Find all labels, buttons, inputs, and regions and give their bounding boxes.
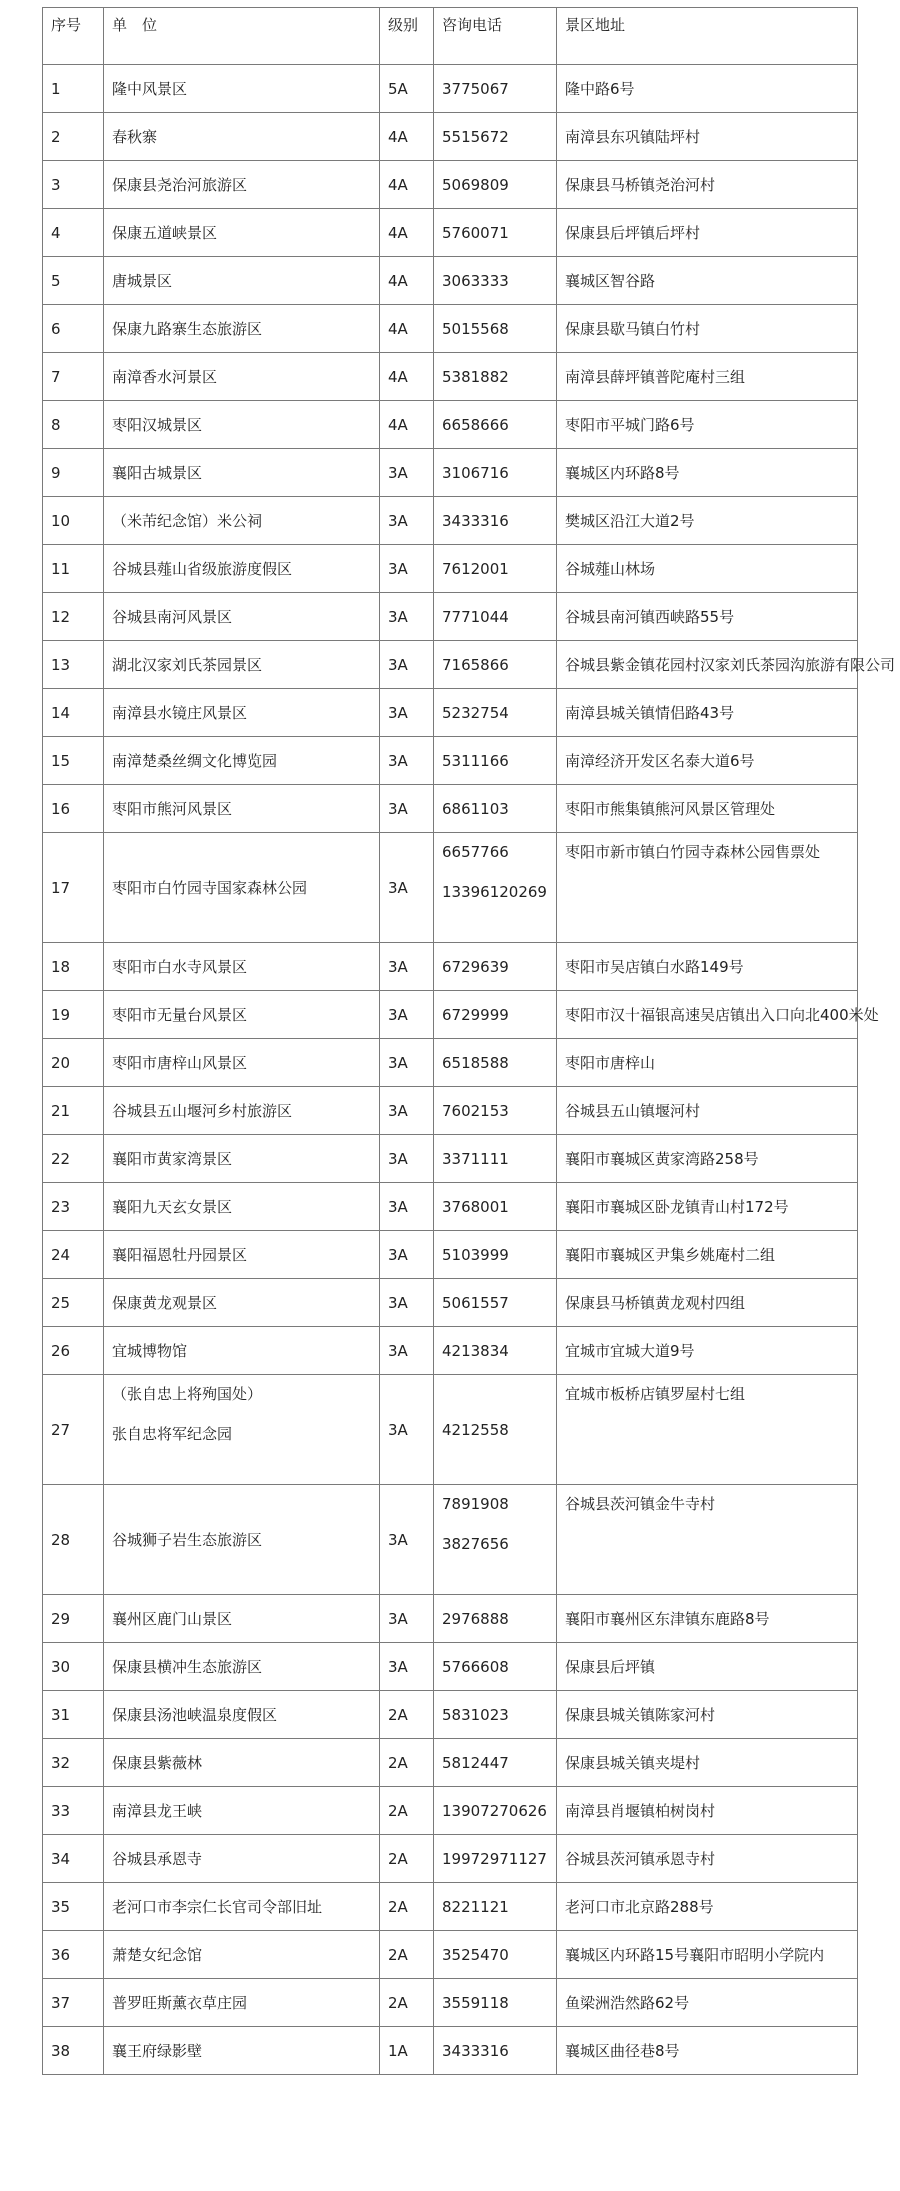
cell-level: 4A [380,209,434,257]
cell-name: 枣阳汉城景区 [104,401,380,449]
cell-phone: 5069809 [434,161,557,209]
header-level: 级别 [380,8,434,65]
table-row [43,161,858,209]
cell-address: 保康县马桥镇尧治河村 [557,161,858,209]
cell-phone: 3433316 [434,497,557,545]
cell-no: 21 [43,1087,104,1135]
cell-address: 谷城县五山镇堰河村 [557,1087,858,1135]
cell-level: 3A [380,991,434,1039]
cell-address: 保康县城关镇夹堤村 [557,1739,858,1787]
cell-phone: 7612001 [434,545,557,593]
cell-level: 2A [380,1883,434,1931]
cell-address: 保康县后坪镇 [557,1643,858,1691]
cell-name: 谷城狮子岩生态旅游区 [104,1485,380,1595]
cell-no: 27 [43,1375,104,1485]
cell-no: 28 [43,1485,104,1595]
cell-name: 枣阳市唐梓山风景区 [104,1039,380,1087]
cell-address: 谷城县紫金镇花园村汉家刘氏茶园沟旅游有限公司 [557,641,858,689]
cell-address: 枣阳市吴店镇白水路149号 [557,943,858,991]
cell-level: 3A [380,1135,434,1183]
cell-phone [434,833,557,943]
cell-level: 4A [380,113,434,161]
table-row [43,1485,858,1595]
cell-no: 1 [43,65,104,113]
cell-name: 枣阳市无量台风景区 [104,991,380,1039]
cell-phone: 5015568 [434,305,557,353]
cell-phone: 5061557 [434,1279,557,1327]
table-row [43,1375,858,1485]
cell-address: 谷城县茨河镇金牛寺村 [557,1485,858,1595]
cell-level: 2A [380,1739,434,1787]
cell-phone: 5103999 [434,1231,557,1279]
cell-no: 24 [43,1231,104,1279]
table-row [43,257,858,305]
cell-phone: 3371111 [434,1135,557,1183]
cell-phone: 5381882 [434,353,557,401]
table-row [43,1979,858,2027]
cell-name: 南漳县水镜庄风景区 [104,689,380,737]
cell-address: 保康县歇马镇白竹村 [557,305,858,353]
cell-no: 36 [43,1931,104,1979]
cell-phone: 4212558 [434,1375,557,1485]
cell-level: 3A [380,1643,434,1691]
cell-name: 谷城县南河风景区 [104,593,380,641]
cell-level: 4A [380,161,434,209]
cell-level: 3A [380,1231,434,1279]
cell-no: 9 [43,449,104,497]
cell-name: 襄阳古城景区 [104,449,380,497]
cell-name: 谷城县承恩寺 [104,1835,380,1883]
cell-name: 老河口市李宗仁长官司令部旧址 [104,1883,380,1931]
cell-no: 3 [43,161,104,209]
header-phone: 咨询电话 [434,8,557,65]
cell-phone: 3775067 [434,65,557,113]
cell-no: 2 [43,113,104,161]
table-row [43,401,858,449]
cell-name: 保康县紫薇林 [104,1739,380,1787]
cell-name: 南漳楚桑丝绸文化博览园 [104,737,380,785]
cell-name: 湖北汉家刘氏茶园景区 [104,641,380,689]
table-row [43,1183,858,1231]
table-row [43,593,858,641]
table-row [43,1739,858,1787]
cell-name: （米芾纪念馆）米公祠 [104,497,380,545]
cell-no: 38 [43,2027,104,2075]
cell-phone: 6729999 [434,991,557,1039]
cell-phone: 6861103 [434,785,557,833]
cell-no: 7 [43,353,104,401]
cell-name: 保康县汤池峡温泉度假区 [104,1691,380,1739]
cell-address: 枣阳市新市镇白竹园寺森林公园售票处 [557,833,858,943]
cell-address: 枣阳市汉十福银高速吴店镇出入口向北400米处 [557,991,858,1039]
cell-name: 枣阳市白水寺风景区 [104,943,380,991]
cell-no: 10 [43,497,104,545]
cell-phone [434,1485,557,1595]
cell-phone: 2976888 [434,1595,557,1643]
cell-level: 3A [380,785,434,833]
table-row [43,2027,858,2075]
cell-phone: 3433316 [434,2027,557,2075]
cell-level: 3A [380,1183,434,1231]
cell-name: 萧楚女纪念馆 [104,1931,380,1979]
cell-address: 保康县后坪镇后坪村 [557,209,858,257]
cell-name: 唐城景区 [104,257,380,305]
cell-name: 谷城县五山堰河乡村旅游区 [104,1087,380,1135]
cell-level: 4A [380,353,434,401]
cell-name: 襄阳九天玄女景区 [104,1183,380,1231]
cell-no: 35 [43,1883,104,1931]
cell-no: 30 [43,1643,104,1691]
cell-address: 南漳县薛坪镇普陀庵村三组 [557,353,858,401]
cell-name: 襄州区鹿门山景区 [104,1595,380,1643]
cell-phone: 7165866 [434,641,557,689]
cell-address: 襄阳市襄州区东津镇东鹿路8号 [557,1595,858,1643]
cell-phone: 4213834 [434,1327,557,1375]
cell-name: 宜城博物馆 [104,1327,380,1375]
cell-name: 襄阳福恩牡丹园景区 [104,1231,380,1279]
table-row [43,785,858,833]
cell-address: 樊城区沿江大道2号 [557,497,858,545]
cell-name: 枣阳市熊河风景区 [104,785,380,833]
cell-no: 11 [43,545,104,593]
cell-name: 隆中风景区 [104,65,380,113]
cell-no: 31 [43,1691,104,1739]
cell-address: 宜城市宜城大道9号 [557,1327,858,1375]
cell-address: 谷城县茨河镇承恩寺村 [557,1835,858,1883]
cell-no: 4 [43,209,104,257]
table-row [43,689,858,737]
cell-phone: 6729639 [434,943,557,991]
cell-phone: 5232754 [434,689,557,737]
cell-no: 6 [43,305,104,353]
cell-phone-line-2: 13396120269 [442,883,547,901]
cell-no: 32 [43,1739,104,1787]
cell-level: 4A [380,257,434,305]
cell-level: 2A [380,1979,434,2027]
table-row [43,943,858,991]
table-row [43,1787,858,1835]
cell-phone: 3559118 [434,1979,557,2027]
cell-phone: 19972971127 [434,1835,557,1883]
table-row [43,1883,858,1931]
cell-level: 3A [380,1595,434,1643]
cell-address: 南漳县城关镇情侣路43号 [557,689,858,737]
cell-name: 保康九路寨生态旅游区 [104,305,380,353]
cell-no: 17 [43,833,104,943]
cell-no: 23 [43,1183,104,1231]
cell-phone: 5766608 [434,1643,557,1691]
table-row [43,113,858,161]
cell-name: 保康黄龙观景区 [104,1279,380,1327]
cell-no: 34 [43,1835,104,1883]
cell-level: 3A [380,449,434,497]
cell-address: 襄城区曲径巷8号 [557,2027,858,2075]
table-row [43,833,858,943]
table-row [43,545,858,593]
cell-address: 襄阳市襄城区卧龙镇青山村172号 [557,1183,858,1231]
cell-address: 枣阳市平城门路6号 [557,401,858,449]
cell-no: 13 [43,641,104,689]
cell-level: 3A [380,1279,434,1327]
header-name: 单 位 [104,8,380,65]
cell-phone: 7602153 [434,1087,557,1135]
cell-address: 南漳县东巩镇陆坪村 [557,113,858,161]
cell-level: 3A [380,1327,434,1375]
cell-no: 15 [43,737,104,785]
cell-level: 3A [380,545,434,593]
table-row [43,353,858,401]
table-row [43,1087,858,1135]
table-row [43,737,858,785]
cell-level: 4A [380,305,434,353]
cell-phone: 6658666 [434,401,557,449]
cell-level: 3A [380,943,434,991]
cell-address: 襄城区智谷路 [557,257,858,305]
cell-phone: 5812447 [434,1739,557,1787]
table-row [43,449,858,497]
table-row [43,209,858,257]
cell-phone-line-2: 3827656 [442,1535,509,1553]
cell-level: 3A [380,689,434,737]
cell-address: 南漳县肖堰镇柏树岗村 [557,1787,858,1835]
cell-level: 1A [380,2027,434,2075]
header-no: 序号 [43,8,104,65]
cell-phone: 8221121 [434,1883,557,1931]
cell-address: 保康县马桥镇黄龙观村四组 [557,1279,858,1327]
cell-no: 14 [43,689,104,737]
cell-name: 襄阳市黄家湾景区 [104,1135,380,1183]
cell-level: 3A [380,1087,434,1135]
cell-no: 29 [43,1595,104,1643]
header-address: 景区地址 [557,8,858,65]
table-row [43,497,858,545]
table-row [43,1643,858,1691]
table-row [43,1691,858,1739]
cell-level: 3A [380,497,434,545]
table-row [43,991,858,1039]
cell-name: 襄王府绿影壁 [104,2027,380,2075]
table-row [43,1595,858,1643]
table-body [43,65,896,2075]
cell-phone: 6518588 [434,1039,557,1087]
cell-address: 南漳经济开发区名泰大道6号 [557,737,858,785]
cell-level: 2A [380,1835,434,1883]
cell-phone: 5831023 [434,1691,557,1739]
table-row [43,1931,858,1979]
cell-no: 12 [43,593,104,641]
table-row [43,1279,858,1327]
cell-name: 南漳县龙王峡 [104,1787,380,1835]
cell-address: 枣阳市熊集镇熊河风景区管理处 [557,785,858,833]
cell-name: 谷城县薤山省级旅游度假区 [104,545,380,593]
table-row [43,641,858,689]
cell-address: 谷城县南河镇西峡路55号 [557,593,858,641]
cell-level: 2A [380,1691,434,1739]
table-row [43,305,858,353]
cell-no: 26 [43,1327,104,1375]
cell-address: 谷城薤山林场 [557,545,858,593]
cell-no: 18 [43,943,104,991]
cell-name: 枣阳市白竹园寺国家森林公园 [104,833,380,943]
cell-no: 8 [43,401,104,449]
cell-level: 5A [380,65,434,113]
table-row [43,1135,858,1183]
table-row [43,1835,858,1883]
cell-address: 隆中路6号 [557,65,858,113]
cell-name: 普罗旺斯薰衣草庄园 [104,1979,380,2027]
table-header-row [43,8,858,65]
cell-level: 3A [380,833,434,943]
scenic-spot-table [42,7,896,2075]
cell-phone-line-1: 7891908 [442,1495,509,1513]
cell-address: 鱼梁洲浩然路62号 [557,1979,858,2027]
cell-no: 37 [43,1979,104,2027]
cell-phone: 7771044 [434,593,557,641]
cell-name: 保康五道峡景区 [104,209,380,257]
cell-address: 宜城市板桥店镇罗屋村七组 [557,1375,858,1485]
cell-phone: 13907270626 [434,1787,557,1835]
cell-name: 保康县尧治河旅游区 [104,161,380,209]
cell-phone: 5311166 [434,737,557,785]
table-row [43,1327,858,1375]
cell-phone: 3525470 [434,1931,557,1979]
cell-address: 襄城区内环路8号 [557,449,858,497]
cell-level: 3A [380,1375,434,1485]
scenic-spot-table-container [42,7,896,2075]
cell-level: 3A [380,1485,434,1595]
cell-address: 枣阳市唐梓山 [557,1039,858,1087]
cell-address: 襄城区内环路15号襄阳市昭明小学院内 [557,1931,858,1979]
cell-address: 保康县城关镇陈家河村 [557,1691,858,1739]
cell-level: 4A [380,401,434,449]
cell-level: 3A [380,1039,434,1087]
cell-phone: 3768001 [434,1183,557,1231]
cell-no: 33 [43,1787,104,1835]
cell-name-line-2: 张自忠将军纪念园 [112,1425,233,1443]
cell-level: 3A [380,593,434,641]
table-row [43,65,858,113]
cell-address: 襄阳市襄城区黄家湾路258号 [557,1135,858,1183]
cell-no: 19 [43,991,104,1039]
cell-name-line-1: （张自忠上将殉国处） [112,1385,263,1403]
cell-phone: 5760071 [434,209,557,257]
cell-no: 22 [43,1135,104,1183]
cell-level: 3A [380,641,434,689]
cell-no: 16 [43,785,104,833]
cell-phone: 3063333 [434,257,557,305]
cell-level: 2A [380,1931,434,1979]
cell-name: 保康县横冲生态旅游区 [104,1643,380,1691]
cell-name [104,1375,380,1485]
cell-level: 2A [380,1787,434,1835]
cell-phone: 5515672 [434,113,557,161]
cell-level: 3A [380,737,434,785]
cell-no: 5 [43,257,104,305]
cell-address: 老河口市北京路288号 [557,1883,858,1931]
cell-address: 襄阳市襄城区尹集乡姚庵村二组 [557,1231,858,1279]
table-row [43,1231,858,1279]
cell-no: 20 [43,1039,104,1087]
cell-phone: 3106716 [434,449,557,497]
table-row [43,1039,858,1087]
cell-name: 春秋寨 [104,113,380,161]
cell-phone-line-1: 6657766 [442,843,509,861]
cell-name: 南漳香水河景区 [104,353,380,401]
cell-no: 25 [43,1279,104,1327]
